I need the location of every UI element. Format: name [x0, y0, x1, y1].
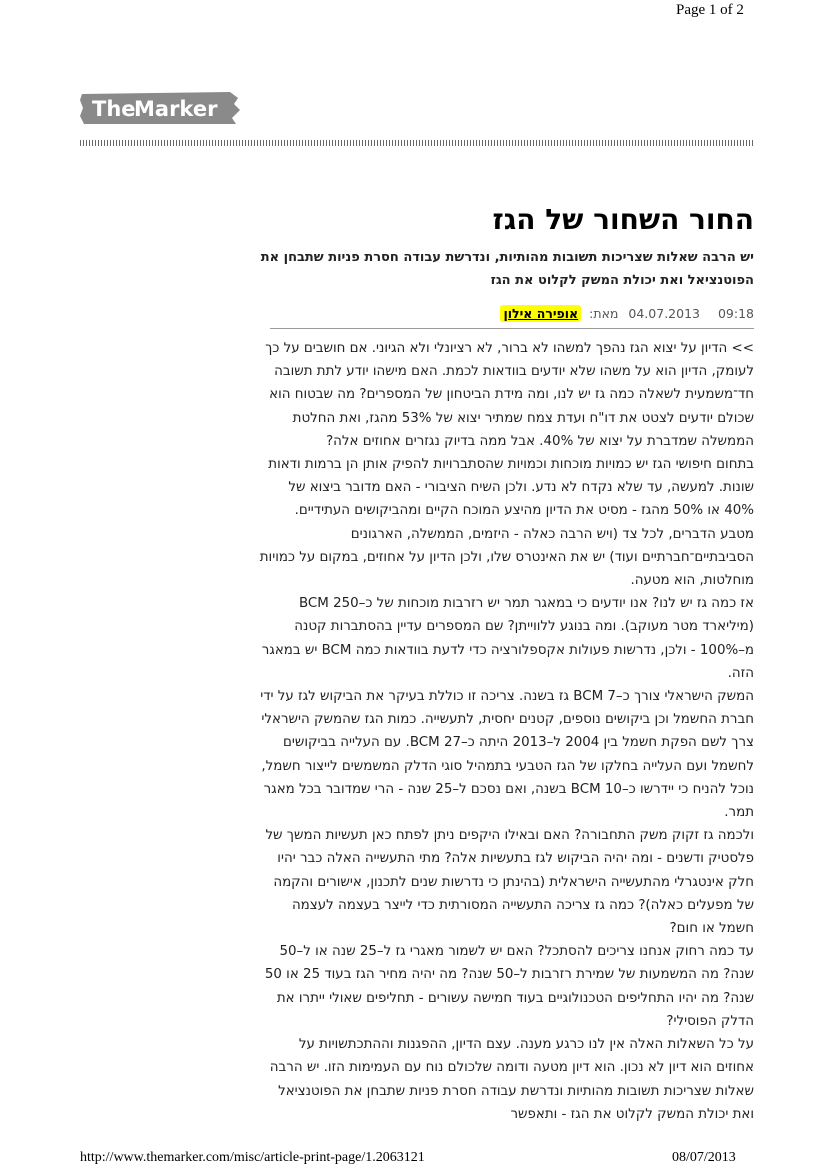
- article-title: החור השחור של הגז: [492, 203, 754, 236]
- byline-date: 04.07.2013: [628, 306, 700, 321]
- author-link[interactable]: אופירה אילון: [500, 305, 581, 322]
- article-body: [258, 337, 754, 1126]
- footer-date: 08/07/2013: [672, 1150, 736, 1165]
- logo-graphic: [80, 88, 242, 128]
- byline-from-label: מאת:: [589, 306, 619, 321]
- article-paragraph: אז כמה גז יש לנו? אנו יודעים כי במאגר תמר יש רזרבות מוכחות של כ–250 BCM (מיליארד מטר מעוקב). ומה בנוגע ללווייתן? שם המספרים עדיין בהסתברות קטנה מ–100% - ולכן, נדרשות פעולות אקספלורציה כדי לדעת בוודאות כמה BCM יש במאגר הזה.: [261, 596, 754, 681]
- byline: [260, 303, 754, 325]
- page-number: Page 1 of 2: [676, 2, 744, 18]
- article-paragraph: בתחום חיפושי הגז יש כמויות מוכחות וכמויות שהסתברויות להפיק אותן הן ברמות ודאות שונות. למעשה, עד שלא נקדח לא נדע. ולכן השיח הציבורי - האם מדובר ביצוא של 40% או 50% מהגז - מסיט את הדיון מהיצע המוכח הקיים ומהביקושים העתידיים. מטבע הדברים, לכל צד (ויש הרבה כאלה - היזמים, הממשלה, הארגונים הסביבתיים־חברתיים ועוד) יש את האינטרס שלו, ולכן הדיון על אחוזים, במקום על כמויות מוחלטות, הוא מטעה.: [259, 457, 754, 589]
- article-subtitle: יש הרבה שאלות שצריכות תשובות מהותיות, ונדרשת עבודה חסרת פניות שתבחן את הפוטנציאל ואת יכולת המשק לקלוט את הגז: [260, 250, 754, 288]
- footer-url: http://www.themarker.com/misc/article-print-page/1.2063121: [80, 1150, 425, 1165]
- article-paragraph: ולכמה גז זקוק משק התחבורה? האם ובאילו היקפים ניתן לפתח כאן תעשיות המשך של פלסטיק ודשנים - ומה יהיה הביקוש לגז בתעשיות אלה? מתי התעשייה האלה כבר יהיו חלק אינטגרלי מהתעשייה הישראלית (בהינתן כי נדרשות שנים לתכנון, אישורים והקמה של מפעלים כאלה)? כמה גז צריכה התעשייה המסורתית כדי לייצר בעצמה לעצמה חשמל או חום?: [265, 828, 754, 937]
- article-paragraph: עד כמה רחוק אנחנו צריכים להסתכל? האם יש לשמור מאגרי גז ל–25 שנה או ל–50 שנה? מה המשמעות של שמירת רזרבות ל–50 שנה? מה יהיה מחיר הגז בעוד 25 או 50 שנה? מה יהיו התחליפים הטכנולוגיים בעוד חמישה עשורים - תחליפים שאולי ייתרו את הדלק הפוסילי?: [264, 944, 754, 1029]
- article-paragraph: המשק הישראלי צורך כ–7 BCM גז בשנה. צריכה זו כוללת בעיקר את הביקוש לגז על ידי חברת החשמל וכן ביקושים נוספים, קטנים יחסית, לתעשייה. כמות הגז שהמשק הישראלי צרך לשם הפקת חשמל בין 2004 ל–2013 היתה כ–27 BCM. עם העלייה בביקושים לחשמל ועם העלייה בחלקו של הגז הטבעי בתמהיל סוגי הדלק המשמשים לייצור חשמל, נוכל להניח כי יידרשו כ–10 BCM בשנה, ואם נסכם ל–25 שנה - הרי שמדובר בכל מאגר תמר.: [260, 689, 754, 821]
- byline-divider: [270, 328, 754, 329]
- logo-text-marker: Marker: [134, 97, 218, 121]
- byline-time: 09:18: [717, 306, 754, 321]
- header-divider: [80, 140, 754, 146]
- themarker-logo[interactable]: [80, 88, 242, 128]
- article-paragraph: >> הדיון על יצוא הגז נהפך למשהו לא ברור, לא רציונלי ולא הגיוני. אם חושבים על כך לעומק, הדיון הוא על משהו שלא יודעים בוודאות לכמת. האם מישהו יודע לתת תשובה חד־משמעית לשאלה כמה גז יש לנו, ומה מידת הביטחון של המספרים? מה שבטוח הוא שכולם יודעים לצטט את דו"ח ועדת צמח שמתיר יצוא של 53% מהגז, ואת החלטת הממשלה שמדברת על יצוא של 40%. אבל ממה בדיוק נגזרים אחוזים אלה?: [265, 341, 754, 449]
- article-paragraph: על כל השאלות האלה אין לנו כרגע מענה. עצם הדיון, ההפגנות וההתכתשויות על אחוזים הוא דיון לא נכון. הוא דיון מטעה ודומה שלכולם נוח עם העמימות הזו. יש הרבה שאלות שצריכות תשובות מהותיות ונדרשת עבודה חסרת פניות שתבחן את הפוטנציאל ואת יכולת המשק לקלוט את הגז - ותאפשר: [269, 1037, 754, 1122]
- logo-text-the: The: [92, 97, 136, 121]
